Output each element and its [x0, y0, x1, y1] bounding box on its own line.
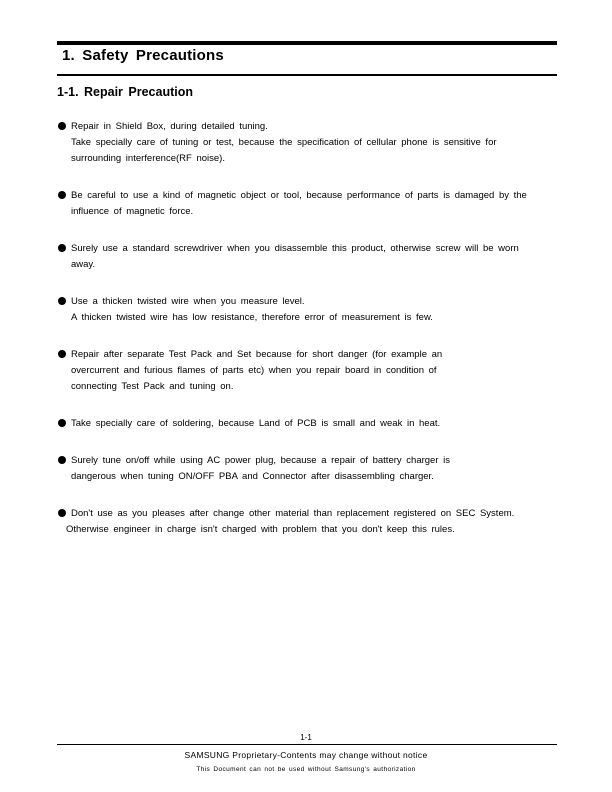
item-line: dangerous when tuning ON/OFF PBA and Connector after disassembling charger. [71, 471, 434, 482]
bullet-icon [58, 456, 66, 464]
item-line: overcurrent and furious flames of parts etc) when you repair board in condition of [71, 365, 437, 376]
page-title: 1. Safety Precautions [62, 47, 224, 64]
bullet-icon [58, 419, 66, 427]
top-rule [57, 41, 557, 45]
page-number: 1-1 [300, 733, 312, 742]
list-item [58, 241, 558, 273]
item-line: away. [71, 259, 96, 270]
item-line: Use a thicken twisted wire when you measure level. [71, 296, 305, 307]
list-item [58, 119, 558, 167]
item-line: Repair after separate Test Pack and Set because for short danger (for example an [71, 349, 443, 360]
item-line: A thicken twisted wire has low resistance, therefore error of measurement is few. [71, 312, 433, 323]
item-line: Don't use as you pleases after change other material than replacement registered on SEC System. [71, 508, 515, 519]
item-line: Take specially care of tuning or test, because the specification of cellular phone is sensitive for [71, 137, 497, 148]
bullet-icon [58, 191, 66, 199]
item-line: Be careful to use a kind of magnetic object or tool, because performance of parts is damaged by the [71, 190, 527, 201]
item-line: Take specially care of soldering, because Land of PCB is small and weak in heat. [71, 418, 441, 429]
list-item [58, 347, 558, 395]
bullet-icon [58, 122, 66, 130]
footer-authorization: This Document can not be used without Samsung's authorization [196, 766, 416, 773]
title-rule [57, 74, 557, 76]
bullet-icon [58, 297, 66, 305]
item-line: Otherwise engineer in charge isn't charged with problem that you don't keep this rules. [66, 524, 455, 535]
item-line: connecting Test Pack and tuning on. [71, 381, 234, 392]
list-item [58, 294, 558, 326]
item-line: Repair in Shield Box, during detailed tuning. [71, 121, 268, 132]
footer-notice: SAMSUNG Proprietary-Contents may change without notice [184, 750, 428, 760]
bullet-icon [58, 509, 66, 517]
list-item [58, 453, 558, 485]
bullet-icon [58, 244, 66, 252]
precaution-list [58, 119, 558, 559]
list-item [58, 188, 558, 220]
item-line: Surely tune on/off while using AC power plug, because a repair of battery charger is [71, 455, 450, 466]
list-item [58, 506, 558, 538]
list-item [58, 416, 558, 432]
section-heading: 1-1. Repair Precaution [57, 85, 193, 99]
footer-rule [57, 744, 557, 745]
bullet-icon [58, 350, 66, 358]
item-line: Surely use a standard screwdriver when you disassemble this product, otherwise screw will be worn [71, 243, 519, 254]
item-line: influence of magnetic force. [71, 206, 194, 217]
item-line: surrounding interference(RF noise). [71, 153, 225, 164]
